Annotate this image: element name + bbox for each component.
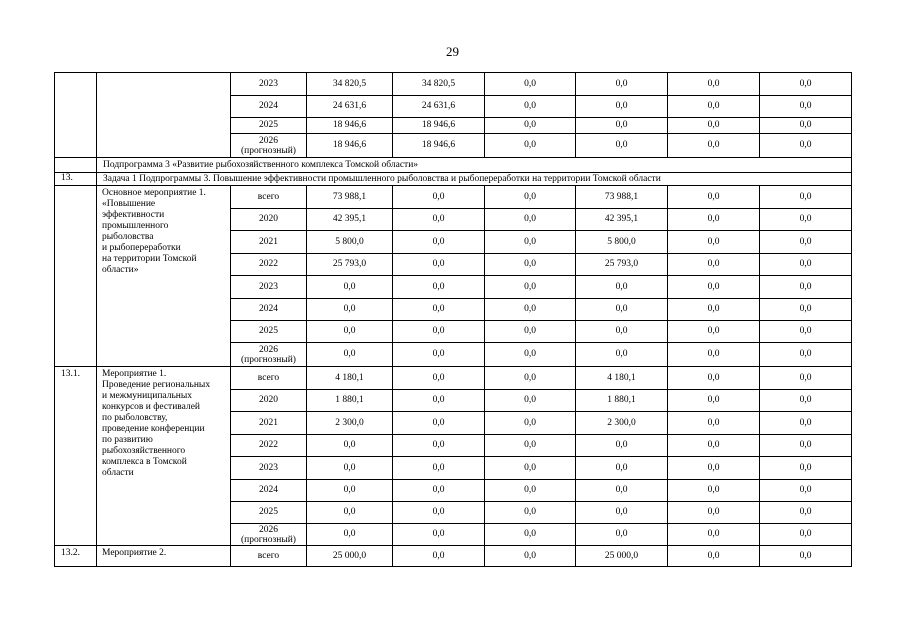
- value-cell: 2 300,0: [307, 412, 393, 435]
- name-cell: [97, 73, 231, 158]
- value-cell: 0,0: [668, 186, 760, 209]
- value-cell: 0,0: [760, 231, 852, 254]
- value-cell: 0,0: [307, 276, 393, 299]
- subprogram-row: [55, 158, 852, 173]
- value-cell: 34 820,5: [307, 73, 393, 96]
- value-cell: 0,0: [760, 276, 852, 299]
- value-cell: 0,0: [760, 186, 852, 209]
- value-cell: 0,0: [393, 502, 485, 524]
- year-cell: 2023: [231, 276, 307, 299]
- value-cell: 1 880,1: [307, 390, 393, 412]
- value-cell: 0,0: [485, 73, 576, 96]
- activity-name: Мероприятие 2.: [97, 546, 231, 567]
- value-cell: 73 988,1: [307, 186, 393, 209]
- value-cell: 24 631,6: [393, 96, 485, 118]
- value-cell: 0,0: [307, 321, 393, 343]
- year-cell: 2022: [231, 435, 307, 457]
- budget-table: [54, 72, 852, 567]
- value-cell: 0,0: [485, 96, 576, 118]
- value-cell: 42 395,1: [307, 209, 393, 231]
- value-cell: 0,0: [393, 390, 485, 412]
- value-cell: 73 988,1: [576, 186, 668, 209]
- value-cell: 0,0: [485, 299, 576, 321]
- subprogram-title: Подпрограмма 3 «Развитие рыбохозяйственного комплекса Томской области»: [97, 158, 852, 173]
- value-cell: 0,0: [307, 502, 393, 524]
- value-cell: 0,0: [668, 390, 760, 412]
- value-cell: 0,0: [307, 343, 393, 367]
- table-row: [55, 367, 852, 390]
- value-cell: 0,0: [393, 412, 485, 435]
- value-cell: 0,0: [576, 96, 668, 118]
- activity-number: [55, 186, 97, 367]
- value-cell: 0,0: [668, 457, 760, 480]
- page-number: 29: [446, 44, 459, 59]
- value-cell: 0,0: [485, 367, 576, 390]
- value-cell: 0,0: [668, 73, 760, 96]
- value-cell: 0,0: [485, 276, 576, 299]
- value-cell: 0,0: [485, 457, 576, 480]
- value-cell: 0,0: [668, 321, 760, 343]
- value-cell: 0,0: [393, 186, 485, 209]
- value-cell: 0,0: [576, 524, 668, 546]
- value-cell: 0,0: [393, 546, 485, 567]
- value-cell: 0,0: [485, 390, 576, 412]
- value-cell: 0,0: [760, 524, 852, 546]
- year-cell: всего: [231, 546, 307, 567]
- value-cell: 0,0: [485, 480, 576, 502]
- value-cell: 0,0: [393, 231, 485, 254]
- value-cell: 0,0: [760, 73, 852, 96]
- value-cell: 0,0: [393, 367, 485, 390]
- value-cell: 0,0: [393, 480, 485, 502]
- value-cell: 0,0: [760, 435, 852, 457]
- activity-number: 13.1.: [55, 367, 97, 546]
- value-cell: 0,0: [393, 321, 485, 343]
- value-cell: 0,0: [393, 343, 485, 367]
- value-cell: 0,0: [485, 118, 576, 134]
- value-cell: 0,0: [485, 524, 576, 546]
- value-cell: 0,0: [668, 546, 760, 567]
- value-cell: 0,0: [760, 96, 852, 118]
- year-cell: 2025: [231, 118, 307, 134]
- value-cell: 0,0: [576, 73, 668, 96]
- value-cell: 0,0: [393, 524, 485, 546]
- year-cell: 2024: [231, 480, 307, 502]
- value-cell: 0,0: [393, 254, 485, 276]
- value-cell: 25 000,0: [307, 546, 393, 567]
- year-cell: 2023: [231, 457, 307, 480]
- value-cell: 0,0: [668, 502, 760, 524]
- value-cell: 0,0: [760, 343, 852, 367]
- value-cell: 0,0: [760, 457, 852, 480]
- task-row: [55, 173, 852, 186]
- value-cell: 24 631,6: [307, 96, 393, 118]
- value-cell: 0,0: [668, 118, 760, 134]
- value-cell: 0,0: [668, 343, 760, 367]
- value-cell: 0,0: [485, 435, 576, 457]
- value-cell: 0,0: [485, 254, 576, 276]
- value-cell: 0,0: [760, 502, 852, 524]
- value-cell: 0,0: [668, 367, 760, 390]
- value-cell: 0,0: [393, 209, 485, 231]
- value-cell: 18 946,6: [307, 134, 393, 158]
- value-cell: 0,0: [668, 134, 760, 158]
- value-cell: 0,0: [668, 209, 760, 231]
- value-cell: 0,0: [485, 321, 576, 343]
- year-cell: 2024: [231, 299, 307, 321]
- value-cell: 0,0: [485, 412, 576, 435]
- year-cell: 2021: [231, 231, 307, 254]
- value-cell: 25 000,0: [576, 546, 668, 567]
- value-cell: 0,0: [485, 209, 576, 231]
- value-cell: 0,0: [576, 502, 668, 524]
- value-cell: 0,0: [576, 321, 668, 343]
- value-cell: 5 800,0: [307, 231, 393, 254]
- value-cell: 0,0: [760, 321, 852, 343]
- year-cell: 2020: [231, 390, 307, 412]
- value-cell: 0,0: [576, 276, 668, 299]
- value-cell: 0,0: [393, 299, 485, 321]
- value-cell: 0,0: [485, 186, 576, 209]
- year-cell: 2025: [231, 321, 307, 343]
- value-cell: 0,0: [760, 480, 852, 502]
- task-title: Задача 1 Подпрограммы 3. Повышение эффективности промышленного рыболовства и рыбопереработки на территории Томской области: [97, 173, 852, 186]
- value-cell: 0,0: [760, 134, 852, 158]
- value-cell: 0,0: [760, 254, 852, 276]
- value-cell: 0,0: [485, 502, 576, 524]
- value-cell: 0,0: [668, 435, 760, 457]
- value-cell: 0,0: [307, 480, 393, 502]
- value-cell: 0,0: [393, 457, 485, 480]
- value-cell: 0,0: [668, 276, 760, 299]
- value-cell: 0,0: [576, 118, 668, 134]
- activity-name: Мероприятие 1. Проведение региональных и межмуниципальных конкурсов и фестивалей по рыболовству, проведение конференции по развитию рыбохозяйственного комплекса в Томской области: [97, 367, 231, 546]
- value-cell: 0,0: [668, 524, 760, 546]
- value-cell: 0,0: [393, 276, 485, 299]
- value-cell: 18 946,6: [393, 118, 485, 134]
- index-cell: [55, 158, 97, 173]
- value-cell: 0,0: [576, 480, 668, 502]
- value-cell: 0,0: [485, 231, 576, 254]
- value-cell: 42 395,1: [576, 209, 668, 231]
- value-cell: 0,0: [668, 254, 760, 276]
- index-cell: [55, 73, 97, 158]
- value-cell: 0,0: [307, 435, 393, 457]
- value-cell: 0,0: [393, 435, 485, 457]
- year-cell: 2020: [231, 209, 307, 231]
- value-cell: 5 800,0: [576, 231, 668, 254]
- value-cell: 0,0: [760, 390, 852, 412]
- value-cell: 25 793,0: [576, 254, 668, 276]
- table-row: [55, 186, 852, 209]
- table-row: [55, 546, 852, 567]
- value-cell: 0,0: [576, 299, 668, 321]
- value-cell: 0,0: [760, 299, 852, 321]
- year-cell: 2026 (прогнозный): [231, 343, 307, 367]
- value-cell: 0,0: [760, 118, 852, 134]
- value-cell: 0,0: [576, 343, 668, 367]
- year-cell: всего: [231, 367, 307, 390]
- value-cell: 0,0: [760, 546, 852, 567]
- value-cell: 0,0: [307, 524, 393, 546]
- value-cell: 0,0: [668, 96, 760, 118]
- year-cell: 2023: [231, 73, 307, 96]
- value-cell: 0,0: [307, 457, 393, 480]
- task-number: 13.: [55, 173, 97, 186]
- year-cell: 2026 (прогнозный): [231, 134, 307, 158]
- year-cell: 2022: [231, 254, 307, 276]
- value-cell: 0,0: [760, 412, 852, 435]
- year-cell: 2025: [231, 502, 307, 524]
- value-cell: 0,0: [576, 134, 668, 158]
- year-cell: всего: [231, 186, 307, 209]
- value-cell: 0,0: [668, 480, 760, 502]
- value-cell: 34 820,5: [393, 73, 485, 96]
- year-cell: 2024: [231, 96, 307, 118]
- year-cell: 2026 (прогнозный): [231, 524, 307, 546]
- value-cell: 0,0: [760, 367, 852, 390]
- year-cell: 2021: [231, 412, 307, 435]
- value-cell: 0,0: [485, 134, 576, 158]
- activity-name: Основное мероприятие 1. «Повышение эффективности промышленного рыболовства и рыбопереработки на территории Томской области»: [97, 186, 231, 367]
- value-cell: 18 946,6: [307, 118, 393, 134]
- value-cell: 0,0: [485, 343, 576, 367]
- value-cell: 0,0: [760, 209, 852, 231]
- value-cell: 0,0: [668, 299, 760, 321]
- table-row: [55, 73, 852, 96]
- value-cell: 2 300,0: [576, 412, 668, 435]
- value-cell: 18 946,6: [393, 134, 485, 158]
- value-cell: 1 880,1: [576, 390, 668, 412]
- activity-number: 13.2.: [55, 546, 97, 567]
- value-cell: 25 793,0: [307, 254, 393, 276]
- value-cell: 0,0: [668, 231, 760, 254]
- value-cell: 4 180,1: [576, 367, 668, 390]
- value-cell: 0,0: [307, 299, 393, 321]
- value-cell: 0,0: [576, 435, 668, 457]
- value-cell: 0,0: [668, 412, 760, 435]
- value-cell: 0,0: [576, 457, 668, 480]
- value-cell: 4 180,1: [307, 367, 393, 390]
- value-cell: 0,0: [485, 546, 576, 567]
